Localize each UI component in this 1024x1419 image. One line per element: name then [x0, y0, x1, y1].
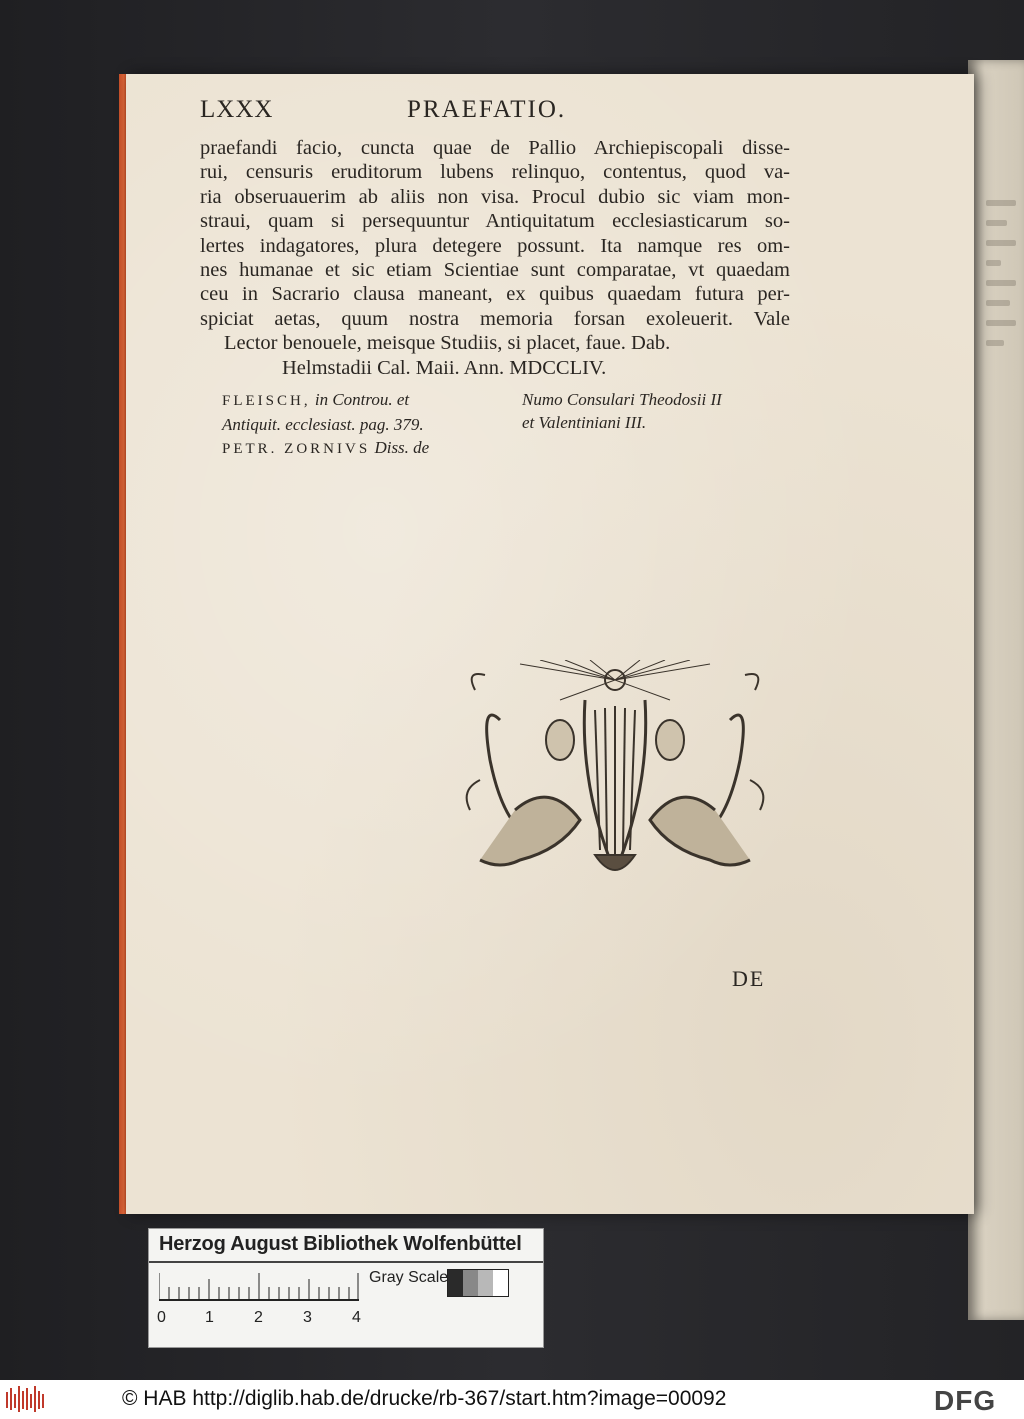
footnote-line: [222, 413, 492, 436]
page-number: LXXX: [200, 96, 274, 123]
text-line: Helmstadii Cal. Maii. Ann. MDCCLIV.: [282, 356, 607, 379]
gray-swatch: [493, 1270, 508, 1296]
ruler-number: 1: [205, 1309, 214, 1326]
copyright-url[interactable]: © HAB http://diglib.hab.de/drucke/rb-367/start.htm?image=00092: [122, 1387, 727, 1410]
ruler-number: 2: [254, 1309, 263, 1326]
text-line: ceu in Sacrario clausa maneant, ex quibus quaedam futura per-: [200, 283, 790, 306]
ruler-scale: [159, 1269, 359, 1301]
text-line: praefandi facio, cuncta quae de Pallio Archiepiscopali disse-: [200, 137, 790, 159]
footnote-line: [222, 388, 492, 413]
text-line: Lector benouele, meisque Studiis, si placet, faue. Dab.: [224, 332, 671, 355]
adjacent-page: [968, 60, 1024, 1320]
divider: [149, 1261, 543, 1263]
text-line: rui, censuris eruditorum lubens relinquo, contentus, quod va-: [200, 161, 790, 184]
gray-swatch: [448, 1270, 463, 1296]
ruler-number: 0: [157, 1309, 166, 1326]
footnote-ref: in Controu. et: [314, 390, 410, 409]
ruler-number: 4: [352, 1309, 361, 1326]
footnote-line: Numo Consulari Theodosii II: [522, 390, 722, 409]
gray-scale-label: Gray Scale: [369, 1269, 449, 1286]
ornament-vignette: [460, 660, 770, 890]
footnote-ref: Antiquit. ecclesiast. pag. 379.: [222, 415, 424, 434]
text-line: lertes indagatores, plura detegere possunt. Ita namque res om-: [200, 234, 790, 257]
footnote-author: PETR. ZORNIVS: [222, 441, 371, 457]
ruler-number: 3: [303, 1309, 312, 1326]
text-line: ria obseruauerim ab aliis non visa. Procul dubio sic viam mon-: [200, 185, 790, 208]
footnote-line: [222, 436, 492, 461]
footnote-line: et Valentiniani III.: [522, 413, 647, 432]
gray-swatch: [478, 1270, 493, 1296]
footer-bar: [0, 1380, 1024, 1419]
dfg-logo: DFG: [934, 1385, 997, 1416]
footnote-author: FLEISCH,: [222, 393, 311, 409]
footnote-ref: Diss. de: [374, 438, 430, 457]
footnotes-left: [222, 388, 492, 461]
text-line: straui, quam si persequuntur Antiquitatum ecclesiasticarum so-: [200, 210, 790, 233]
hab-barcode-icon: [6, 1386, 44, 1412]
footnotes-right: [522, 388, 792, 434]
text-line: nes humanae et sic etiam Scientiae sunt comparatae, vt quaedam: [200, 259, 790, 282]
gray-swatch: [463, 1270, 478, 1296]
gray-scale-swatches: [447, 1269, 509, 1297]
running-head: PRAEFATIO.: [407, 96, 567, 123]
text-line: spiciat aetas, quum nostra memoria forsan exoleuerit. Vale: [200, 307, 790, 330]
body-text: [200, 136, 790, 380]
catchword: DE: [732, 966, 766, 991]
library-name: Herzog August Bibliothek Wolfenbüttel: [159, 1233, 522, 1255]
library-color-card: [148, 1228, 544, 1348]
